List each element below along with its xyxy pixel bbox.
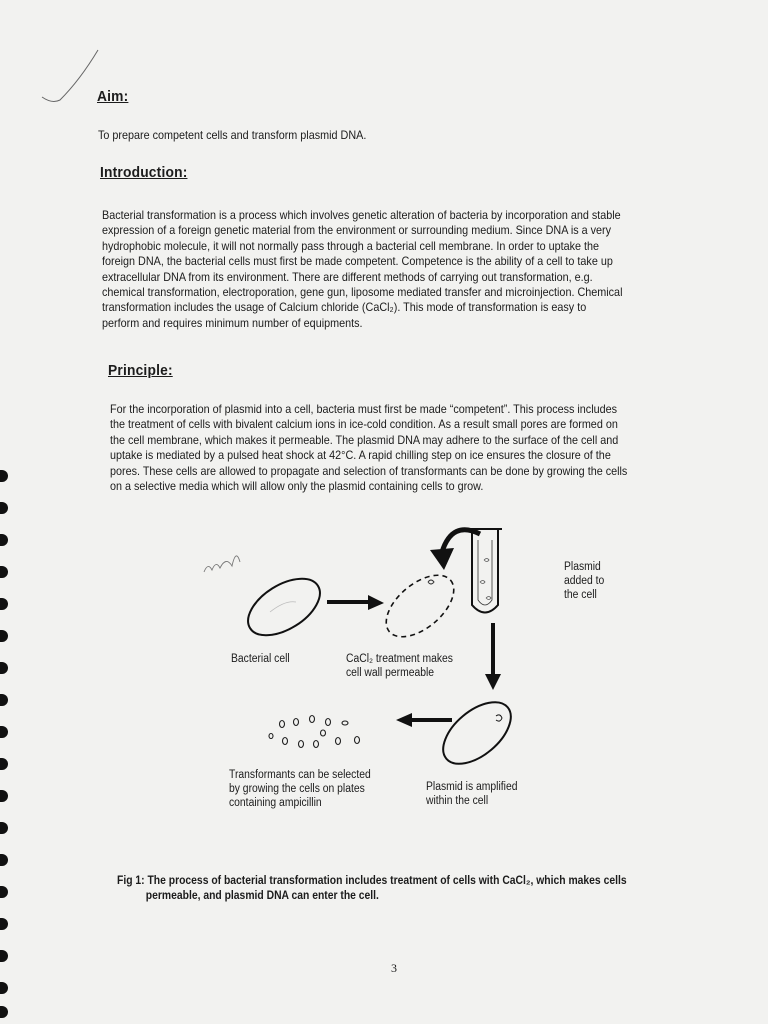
principle-line: For the incorporation of plasmid into a cell, bacteria must first be made “competent”. This process includes: [110, 402, 618, 416]
cacl2-treatment-label: CaCl₂ treatment makes cell wall permeable: [346, 653, 453, 679]
transformed-cell-icon: [432, 690, 522, 775]
introduction-line: perform and requires minimum number of equipments.: [102, 315, 363, 330]
introduction-heading: Introduction:: [100, 164, 188, 181]
principle-line: on a selective media which will allow only the plasmid containing cells to grow.: [110, 479, 484, 494]
page-number: 3: [391, 961, 397, 975]
principle-line: the cell membrane, which makes it permeable. The plasmid DNA may adhere to the surface of the cell and: [110, 432, 619, 447]
introduction-line: transformation includes the usage of Calcium chloride (CaCl₂). This mode of transformation is easy to: [102, 300, 587, 315]
introduction-line: expression of a foreign genetic material from the environment or surrounding medium. Since DNA is a very: [102, 223, 612, 238]
transformant-colonies-icon: [269, 716, 360, 748]
figure-caption: Fig 1: The process of bacterial transformation includes treatment of cells with CaCl₂, which makes cells permeable, and plasmid DNA can enter the cell.: [117, 875, 627, 902]
bacterial-cell-icon: [238, 567, 329, 647]
test-tube-icon: [468, 529, 502, 613]
principle-line: the treatment of cells with bivalent calcium ions in ice-cold condition. As a result small pores are formed on: [110, 417, 618, 432]
plasmid-amplified-label: Plasmid is amplified within the cell: [426, 781, 518, 807]
down-arrow-icon: [485, 623, 501, 690]
handwritten-scribble: [204, 556, 240, 572]
permeable-cell-icon: [375, 563, 465, 648]
transformants-label: Transformants can be selected by growing the cells on plates containing ampicillin: [229, 769, 371, 809]
left-arrow-icon: [396, 713, 452, 727]
right-arrow-icon: [327, 595, 384, 610]
introduction-line: Bacterial transformation is a process which involves genetic alteration of bacteria by incorporation and stable: [102, 208, 621, 222]
introduction-line: foreign DNA, the bacterial cells must first be made competent. Competence is the ability of a cell to take up: [102, 254, 613, 269]
principle-heading: Principle:: [108, 362, 173, 379]
plasmid-added-label: Plasmid added to the cell: [564, 561, 605, 601]
principle-line: uptake is mediated by a pulsed heat shock at 42°C. A rapid chilling step on ice ensures the closure of the: [110, 448, 611, 463]
aim-heading: Aim:: [97, 88, 129, 105]
principle-line: pores. These cells are allowed to propagate and selection of transformants can be done by growing the cells: [110, 463, 628, 478]
bacterial-cell-label: Bacterial cell: [231, 653, 290, 665]
introduction-line: chemical transformation, electroporation, gene gun, liposome mediated transfer and microinjection. Chemical: [102, 285, 623, 300]
aim-text: To prepare competent cells and transform plasmid DNA.: [98, 128, 367, 142]
introduction-line: extracellular DNA from its environment. There are different methods of carrying out transformation, e.g.: [102, 269, 593, 284]
introduction-line: hydrophobic molecule, it will not normally pass through a bacterial cell membrane. In order to uptake the: [102, 238, 600, 253]
